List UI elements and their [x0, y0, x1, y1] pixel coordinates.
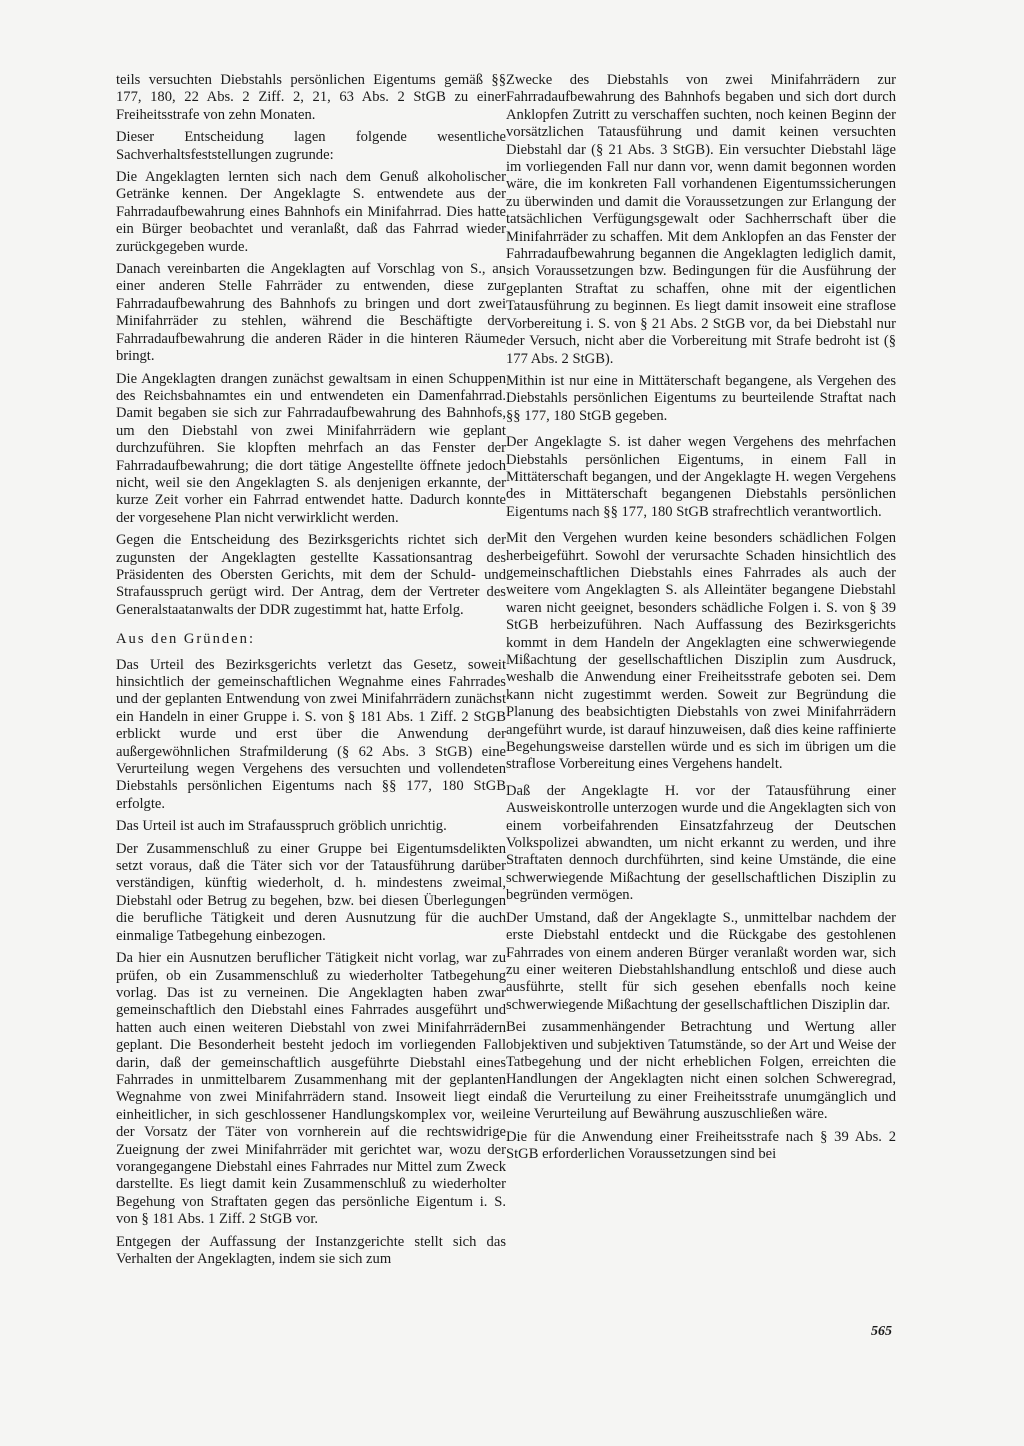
left-column [116, 72, 506, 1273]
paragraph: Der Zusammenschluß zu einer Gruppe bei Eigentumsdelikten setzt voraus, daß die Täter sich vor der Tatausführung darüber verständigen, künftig wiederholt, d. h. mindestens zweimal, Diebstahl oder Betrug zu begehen, bzw. bei diesen Überlegungen die berufliche Tätigkeit und deren Ausnutzung für die auch einmalige Tatbegehung einbezogen. [116, 840, 506, 944]
paragraph: Zwecke des Diebstahls von zwei Minifahrrädern zur Fahrradaufbewahrung des Bahnhofs begaben und sich dort durch Anklopfen Zutritt zu verschaffen suchten, noch keinen Beginn der vorsätzlichen Tatausführung und damit keinen versuchten Diebstahl dar (§ 21 Abs. 3 StGB). Ein versuchter Diebstahl läge im vorliegenden Fall nur dann vor, wenn damit begonnen worden wäre, die im konkreten Fall vorhandenen Eigentumssicherungen zu überwinden und damit die Voraussetzungen zur Erlangung der tatsächlichen Verfügungsgewalt oder Sachherrschaft über die Minifahrräder zu schaffen. Mit dem Anklopfen an das Fenster der Fahrradaufbewahrung begannen die Angeklagten lediglich damit, sich Voraussetzungen bzw. Bedingungen für die Ausführung der geplanten Straftat zu schaffen, ohne mit der eigentlichen Tatausführung zu beginnen. Es liegt damit insoweit eine straflose Vorbereitung i. S. von § 21 Abs. 2 StGB vor, da bei Diebstahl nur der Versuch, nicht aber die Vorbereitung mit Strafe bedroht ist (§ 177 Abs. 2 StGB). [506, 72, 896, 367]
page-number: 565 [871, 1324, 892, 1339]
paragraph: Das Urteil ist auch im Strafausspruch gröblich unrichtig. [116, 818, 447, 835]
paragraph: Mit den Vergehen wurden keine besonders schädlichen Folgen herbeigeführt. Sowohl der verursachte Schaden hinsichtlich des gemeinschaftlichen Diebstahls eines Fahrrades als auch der weitere vom Angeklagten S. als Alleintäter begangene Diebstahl waren nicht geeignet, besonders schädliche Folgen i. S. von § 39 StGB herbeizuführen. Nach Auffassung des Bezirksgerichts kommt in dem Handeln der Angeklagten eine schwerwiegende Mißachtung der gesellschaftlichen Disziplin zum Ausdruck, weshalb die Anwendung einer Freiheitsstrafe geboten sei. Dem kann nicht zugestimmt werden. Soweit zur Begründung die Planung des beabsichtigten Diebstahls von zwei Minifahrrädern angeführt wurde, ist darauf hinzuweisen, daß dies keine raffinierte Begehungsweise darstellen würde und es sich im übrigen um die straflose Vorbereitung eines Vergehens handelt. [506, 530, 896, 773]
paragraph: Die Angeklagten lernten sich nach dem Genuß alkoholischer Getränke kennen. Der Angeklagte S. entwendete aus der Fahrradaufbewahrung eines Bahnhofs ein Minifahrrad. Dies hatte ein Bürger beobachtet und veranlaßt, daß das Fahrrad wieder zurückgegeben wurde. [116, 169, 506, 255]
section-heading: Aus den Gründen: [116, 631, 256, 648]
paragraph: Das Urteil des Bezirksgerichts verletzt das Gesetz, soweit hinsichtlich der gemeinschaftlichen Wegnahme eines Fahrrades und der geplanten Entwendung von zwei Minifahrrädern zunächst ein Handeln in einer Gruppe i. S. von § 181 Abs. 1 Ziff. 2 StGB erblickt wurde und erst über die Anwendung der außergewöhnlichen Strafmilderung (§ 62 Abs. 3 StGB) eine Verurteilung wegen Vergehens des versuchten und vollendeten Diebstahls persönlichen Eigentums nach §§ 177, 180 StGB erfolgte. [116, 656, 506, 812]
paragraph: teils versuchten Diebstahls persönlichen Eigentums gemäß §§ 177, 180, 22 Abs. 2 Ziff. 2, 21, 63 Abs. 2 StGB zu einer Freiheitsstrafe von zehn Monaten. [116, 72, 506, 123]
right-column [506, 72, 896, 1168]
paragraph: Danach vereinbarten die Angeklagten auf Vorschlag von S., an einer anderen Stelle Fahrräder zu entwenden, diese zur Fahrradaufbewahrung des Bahnhofs zu bringen und dort zwei Minifahrräder zu stehlen, während die Beschäftigte der Fahrradaufbewahrung die anderen Räder in die hinteren Räume bringt. [116, 261, 506, 365]
paragraph: Entgegen der Auffassung der Instanzgerichte stellt sich das Verhalten der Angeklagten, indem sie sich zum [116, 1233, 506, 1267]
paragraph: Bei zusammenhängender Betrachtung und Wertung aller objektiven und subjektiven Tatumstände, so der Art und Weise der Tatbegehung und der nicht erheblichen Folgen, erreichten die Handlungen der Angeklagten nicht einen solchen Schweregrad, daß die Verurteilung zu einer Freiheitsstrafe unumgänglich und eine Verurteilung auf Bewährung auszuschließen wäre. [506, 1019, 896, 1123]
paragraph: Dieser Entscheidung lagen folgende wesentliche Sachverhaltsfeststellungen zugrunde: [116, 129, 506, 163]
paragraph: Die für die Anwendung einer Freiheitsstrafe nach § 39 Abs. 2 StGB erforderlichen Voraussetzungen sind bei [506, 1128, 896, 1162]
paragraph: Der Umstand, daß der Angeklagte S., unmittelbar nachdem der erste Diebstahl entdeckt und die Rückgabe des gestohlenen Fahrrades von einem anderen Bürger veranlaßt worden war, sich zu einer weiteren Diebstahlshandlung entschloß und diese auch ausführte, stellt für sich gesehen ebenfalls noch keine schwerwiegende Mißachtung der gesellschaftlichen Disziplin dar. [506, 909, 896, 1013]
paragraph: Da hier ein Ausnutzen beruflicher Tätigkeit nicht vorlag, war zu prüfen, ob ein Zusammenschluß zu wiederholter Tatbegehung vorlag. Das ist zu verneinen. Die Angeklagten haben zwar gemeinschaftlich den Diebstahl eines Fahrrades ausgeführt und hatten auch einen weiteren Diebstahl von zwei Minifahrrädern geplant. Die Besonderheit besteht jedoch im vorliegenden Fall darin, daß der gemeinschaftlich ausgeführte Diebstahl eines Fahrrades in unmittelbarem Zusammenhang mit der geplanten Wegnahme von zwei Minifahrrädern stand. Insoweit liegt ein einheitlicher, in sich geschlossener Handlungskomplex vor, weil der Vorsatz der Täter von vornherein auf die rechtswidrige Zueignung der zwei Minifahrräder mit gerichtet war, wozu der vorangegangene Diebstahl eines Fahrrades nur Mittel zum Zweck darstellte. Es liegt damit kein Zusammenschluß zu wiederholter Begehung von Straftaten gegen das persönliche Eigentum i. S. von § 181 Abs. 1 Ziff. 2 StGB vor. [116, 950, 506, 1228]
paragraph: Mithin ist nur eine in Mittäterschaft begangene, als Vergehen des Diebstahls persönlichen Eigentums zu beurteilende Straftat nach §§ 177, 180 StGB gegeben. [506, 372, 896, 424]
paragraph: Gegen die Entscheidung des Bezirksgerichts richtet sich der zugunsten der Angeklagten gestellte Kassationsantrag des Präsidenten des Obersten Gerichts, mit dem der Schuld- und Strafausspruch gerügt wird. Der Antrag, dem der Vertreter des Generalstaatanwalts der DDR zugestimmt hat, hatte Erfolg. [116, 532, 506, 618]
paragraph: Daß der Angeklagte H. vor der Tatausführung einer Ausweiskontrolle unterzogen wurde und die Angeklagten sich von einem vorbeifahrenden Einsatzfahrzeug der Deutschen Volkspolizei abwandten, um nicht erkannt zu werden, und ihre Straftaten dennoch durchführten, sind keine Umstände, die eine schwerwiegende Mißachtung der gesellschaftlichen Disziplin zu begründen vermögen. [506, 782, 896, 904]
paragraph: Die Angeklagten drangen zunächst gewaltsam in einen Schuppen des Reichsbahnamtes ein und entwendeten ein Damenfahrrad. Damit begaben sie sich zur Fahrradaufbewahrung des Bahnhofs, um den Diebstahl von zwei Minifahrrädern wie geplant durchzuführen. Sie klopften mehrfach an das Fenster der Fahrradaufbewahrung; die dort tätige Angestellte öffnete jedoch nicht, weil sie den Angeklagten S. als denjenigen erkannte, der kurze Zeit vorher ein Fahrrad entwendet hatte. Dadurch konnte der vorgesehene Plan nicht verwirklicht werden. [116, 370, 506, 526]
paragraph: Der Angeklagte S. ist daher wegen Vergehens des mehrfachen Diebstahls persönlichen Eigentums, in einem Fall in Mittäterschaft begangen, und der Angeklagte H. wegen Vergehens des in Mittäterschaft begangenen Diebstahls persönlichen Eigentums nach §§ 177, 180 StGB strafrechtlich verantwortlich. [506, 434, 896, 520]
